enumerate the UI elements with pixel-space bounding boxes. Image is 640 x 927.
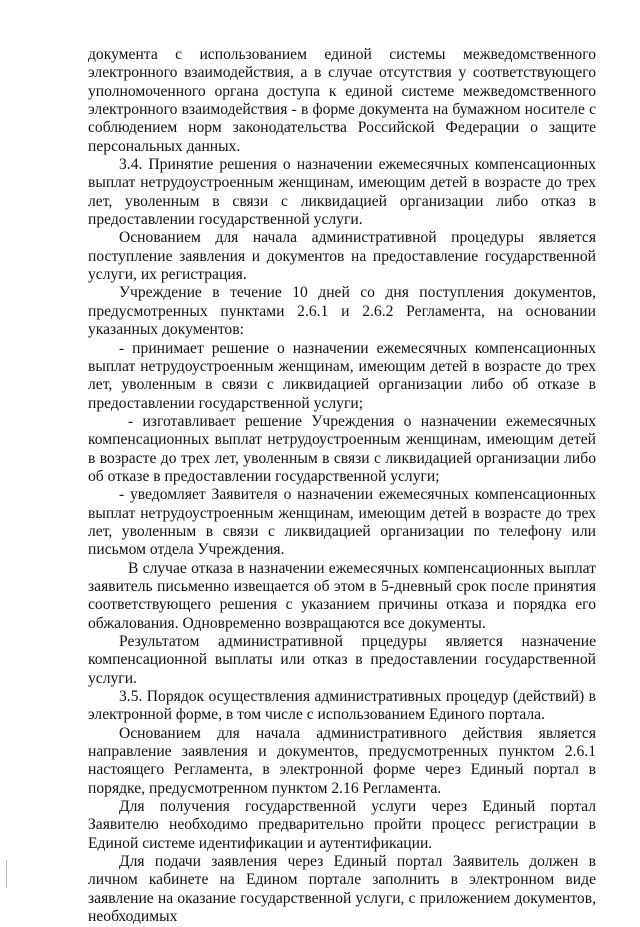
scan-margin-mark <box>6 860 7 888</box>
paragraph-section-3-4: 3.4. Принятие решения о назначении ежемесячных компенсационных выплат нетрудоустроенным женщинам, имеющим детей в возрасте до трех лет, уволенным в связи с ликвидацией организации либо отказ в предоставлении государственной услуги. <box>88 156 596 229</box>
document-page <box>88 46 596 927</box>
paragraph-intro-continuation: документа с использованием единой системы межведомственного электронного взаимодействия, а в случае отсутствия у соответствующего уполномоченного органа доступа к единой системе межведомственного электронного взаимодействия - в форме документа на бумажном носителе с соблюдением норм законодательства Российской Федерации о защите персональных данных. <box>88 46 596 155</box>
paragraph-refusal-notice: В случае отказа в назначении ежемесячных компенсационных выплат заявитель письменно извещается об этом в 5-дневный срок после принятия соответствующего решения с указанием причины отказа и порядка его обжалования. Одновременно возвращаются все документы. <box>88 559 596 632</box>
paragraph-basis-3-4: Основанием для начала административной процедуры является поступление заявления и документов на предоставление государственной услуги, их регистрация. <box>88 229 596 284</box>
paragraph-section-3-5: 3.5. Порядок осуществления административных процедур (действий) в электронной форме, в том числе с использованием Единого портала. <box>88 688 596 724</box>
paragraph-institution-actions: Учреждение в течение 10 дней со дня поступления документов, предусмотренных пунктами 2.6.1 и 2.6.2 Регламента, на основании указанных документов: <box>88 284 596 339</box>
paragraph-application-submission: Для подачи заявления через Единый портал Заявитель должен в личном кабинете на Едином портале заполнить в электронном виде заявление на оказание государственной услуги, с приложением документов, необходимых <box>88 853 596 926</box>
list-item-prepare-decision: - изготавливает решение Учреждения о назначении ежемесячных компенсационных выплат нетрудоустроенным женщинам, имеющим детей в возрасте до трех лет, уволенным в связи с ликвидацией организации либо об отказе в предоставлении государственной услуги; <box>88 412 596 485</box>
paragraph-basis-3-5: Основанием для начала административного действия является направление заявления и документов, предусмотренных пунктом 2.6.1 настоящего Регламента, в электронной форме через Единый портал в порядке, предусмотренном пунктом 2.16 Регламента. <box>88 724 596 797</box>
list-item-notify-applicant: - уведомляет Заявителя о назначении ежемесячных компенсационных выплат нетрудоустроенным женщинам, имеющим детей в возрасте до трех лет, уволенным в связи с ликвидацией организации по телефону или письмом отдела Учреждения. <box>88 486 596 559</box>
list-item-decision: - принимает решение о назначении ежемесячных компенсационных выплат нетрудоустроенным женщинам, имеющим детей в возрасте до трех лет, уволенным в связи с ликвидацией организации либо об отказе в предоставлении государственной услуги; <box>88 339 596 412</box>
paragraph-procedure-result: Результатом административной прцедуры является назначение компенсационной выплаты или отказ в предоставлении государственной услуги. <box>88 633 596 687</box>
paragraph-portal-registration: Для получения государственной услуги через Единый портал Заявителю необходимо предварительно пройти процесс регистрации в Единой системе идентификации и аутентификации. <box>88 798 596 852</box>
